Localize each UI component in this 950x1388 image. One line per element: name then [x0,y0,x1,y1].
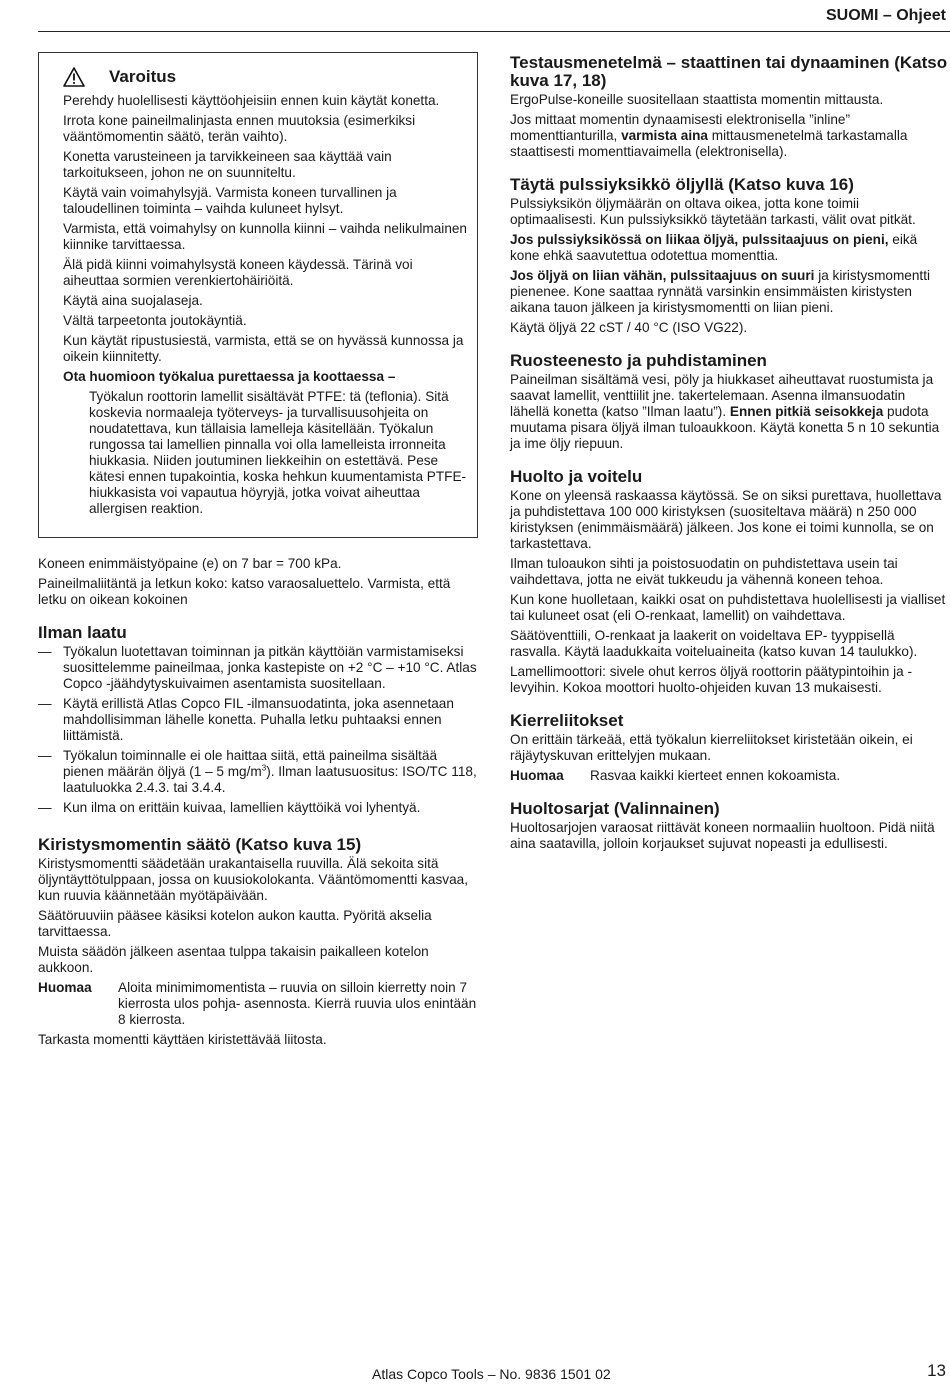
warning-paragraph: Perehdy huolellisesti käyttöohjeisiin ennen kuin käytät konetta. [63,93,440,108]
bold-run: Jos pulssiyksikössä on liikaa öljyä, pulssitaajuus on pieni, [510,232,889,247]
bold-run: Jos öljyä on liian vähän, pulssitaajuus on suuri [510,268,815,283]
header-title: SUOMI – Ohjeet [825,7,946,24]
warning-paragraph: Vältä tarpeetonta joutokäyntiä. [63,313,247,328]
warning-box [38,52,478,538]
list-item [38,800,478,816]
rust-paragraph [510,372,948,452]
list-item [38,644,478,692]
list-item [38,748,478,796]
oil-paragraph: Pulssiyksikön öljymäärän on oltava oikea, jotta kone toimii optimaalisesti. Kun pulssiyksikkö täytetään tarkasti, välit ovat pitkät. [510,196,916,227]
warning-paragraph: Käytä vain voimahylsyjä. Varmista koneen turvallinen ja taloudellinen toiminta – vaihda kuluneet hylsyt. [63,185,397,216]
test-heading: Testausmenetelmä – staattinen tai dynaaminen (Katso kuva 17, 18) [510,53,948,90]
bold-run: varmista aina [621,128,708,143]
bold-run: Ennen pitkiä seisokkeja [729,404,884,419]
text-run: Jos mittaat momentin dynaamisesti elektronisella ”inline” momenttianturilla, [510,112,850,143]
oil-paragraph: Käytä öljyä 22 cST / 40 °C (ISO VG22). [510,320,748,335]
warning-paragraph: Älä pidä kiinni voimahylsystä koneen käydessä. Tärinä voi aiheuttaa sormien verenkiertohäiriöitä. [63,257,413,288]
maintenance-paragraph: Kun kone huolletaan, kaikki osat on puhdistettava huolellisesti ja vialliset tai kuluneet osat (eli O-renkaat, lamellit) on vaihdettava. [510,592,946,623]
threads-note [510,768,948,784]
text-run: Paineilman sisältämä vesi, pöly ja hiukkaset aiheuttavat ruostumista ja saavat lamellit, venttiilit jne. takertelemaan. Asenna ilmansuodatin lähellä konetta (katso ”Ilman laatu”). [510,372,934,419]
left-column [38,52,478,1052]
warning-header [63,67,467,87]
header-rule [38,31,950,32]
text-run: pudota muutama pisara öljyä ilman tuloaukkoon. Käytä konetta 5 n 10 sekuntia ja ime öljy riepuun. [510,404,940,451]
maintenance-heading: Huolto ja voitelu [510,467,643,486]
ptfe-text: Työkalun roottorin lamellit sisältävät PTFE: tä (teflonia). Sitä koskevia normaaleja työterveys- ja turvallisuusohjeita on noudatettava, kun tällaisia lamelleja käsitellään. Työkalun rungossa tai lamellien pinnalla voi olla lamelleista irronneita hiukkasia. Niiden joutuminen liekkeihin on estettävä. Pese kätesi ennen tupakointia, koska hehkun kuumentamista PTFE-hiukkasista voi vapautua höyryjä, jotka voivat aiheuttaa allergisen reaktion. [89,389,467,516]
note-label: Huomaa [510,768,564,783]
page-number: 13 [927,1361,946,1380]
list-item-text [63,748,478,796]
oil-heading: Täytä pulssiyksikkö öljyllä (Katso kuva 16) [510,175,854,194]
threads-heading: Kierreliitokset [510,711,624,730]
air-quality-heading: Ilman laatu [38,623,127,642]
warning-title: Varoitus [109,67,177,86]
list-item-text: Kun ilma on erittäin kuivaa, lamellien käyttöikä voi lyhentyä. [63,800,421,815]
dash-bullet: — [38,696,52,711]
dash-bullet: — [38,800,52,815]
warning-triangle-icon [63,67,85,87]
oil-content-text: Työkalun toiminnalle ei ole haittaa siitä, että paineilma sisältää pienen määrän öljyä (1 – 5 mg/m [63,748,438,779]
warning-paragraph: Kun käytät ripustusiestä, varmista, että se on hyvässä kunnossa ja oikein kiinnitetty. [63,333,464,364]
torque-paragraph: Kiristysmomentti säädetään urakantaisella ruuvilla. Älä sekoita sitä öljyntäyttötulppaan, jossa on kuusiokolokanta. Vääntömomentti kasvaa, kun ruuvia käännetään myötäpäivään. [38,856,468,903]
maintenance-paragraph: Ilman tuloaukon sihti ja poistosuodatin on puhdistettava usein tai vaihdettava, jotta ne eivät tukkeudu ja vähennä koneen tehoa. [510,556,898,587]
list-item-text: Käytä erillistä Atlas Copco FIL -ilmansuodatinta, joka asennetaan mahdollisimman lähelle konetta. Puhalla letku puhtaaksi ennen liittämistä. [63,696,454,743]
oil-paragraph [510,268,948,316]
maintenance-paragraph: Lamellimoottori: sivele ohut kerros öljyä roottorin päätypintoihin ja -levyihin. Kokoa moottori huolto-ohjeiden kuvan 13 mukaisesti. [510,664,912,695]
test-paragraph: ErgoPulse-koneille suositellaan staattista momentin mittausta. [510,92,884,107]
superscript: 3 [261,763,267,773]
iso-text: ). Ilman laatusuositus: ISO/TC 118, laatuluokka 2.4.3. tai 3.4.4. [63,764,477,795]
kits-paragraph: Huoltosarjojen varaosat riittävät koneen normaaliin huoltoon. Pidä niitä aina saatavilla, jolloin korjaukset sujuvat nopeasti ja edullisesti. [510,820,935,851]
maintenance-paragraph: Säätöventtiili, O-renkaat ja laakerit on voideltava EP- tyyppisellä rasvalla. Käytä laadukkaita voiteluaineita (katso kuvan 14 taulukko). [510,628,918,659]
kits-heading: Huoltosarjat (Valinnainen) [510,799,720,818]
list-item [38,696,478,744]
threads-paragraph: On erittäin tärkeää, että työkalun kierreliitokset kiristetään oikein, ei räjäytyskuvan erittelyjen mukaan. [510,732,913,763]
note-text: Rasvaa kaikki kierteet ennen kokoamista. [590,768,841,783]
test-paragraph [510,112,948,160]
text-run: mittausmenetelmä tarkastamalla staattisesti momenttiavaimella (elektronisella). [510,128,908,159]
pressure-text: Koneen enimmäistyöpaine (e) on 7 bar = 700 kPa. [38,556,342,571]
text-run: eikä kone ehkä saavutettua odotettua momenttia. [510,232,918,263]
ptfe-heading: Ota huomioon työkalua purettaessa ja koottaessa – [63,369,396,384]
warning-paragraph: Irrota kone paineilmalinjasta ennen muutoksia (esimerkiksi vääntömomentin säätö, terän vaihto). [63,113,416,144]
hose-text: Paineilmaliitäntä ja letkun koko: katso varaosaluettelo. Varmista, että letku on oikean kokoinen [38,576,451,607]
torque-paragraph: Tarkasta momentti käyttäen kiristettävää liitosta. [38,1032,327,1047]
torque-note [38,980,478,1028]
right-column [510,54,948,856]
dash-bullet: — [38,644,52,659]
dash-bullet: — [38,748,52,763]
torque-heading: Kiristysmomentin säätö (Katso kuva 15) [38,835,362,854]
list-item-text: Työkalun luotettavan toiminnan ja pitkän käyttöiän varmistamiseksi suosittelemme paineilmaa, jonka kastepiste on +2 °C – +10 °C. Atlas Copco -jäähdytyskuivaimen asentamista suositellaan. [63,644,477,691]
note-text: Aloita minimimomentista – ruuvia on silloin kierretty noin 7 kierrosta ulos pohja- asennosta. Kierrä ruuvia ulos enintään 8 kierrosta. [118,980,477,1027]
oil-paragraph [510,232,948,264]
note-label: Huomaa [38,980,92,995]
rust-heading: Ruosteenesto ja puhdistaminen [510,351,767,370]
warning-paragraph: Konetta varusteineen ja tarvikkeineen saa käyttää vain tarkoitukseen, johon ne on suunniteltu. [63,149,392,180]
text-run: ja kiristysmomentti pienenee. Kone saattaa rynnätä varsinkin ensimmäisten kiristysten aikana tauon jälkeen ja kiristysmomentti on liian pieni. [510,268,930,315]
maintenance-paragraph: Kone on yleensä raskaassa käytössä. Se on siksi purettava, huollettava ja puhdistettava 100 000 kiristyksen (suositeltava määrä) n 250 000 kiristyksen (enimmäismäärä) jälkeen. Jos kone ei toimi kunnolla, se on tarkastettava. [510,488,942,551]
warning-paragraph: Varmista, että voimahylsy on kunnolla kiinni – vaihda nelikulmainen kiinnike tarvittaessa. [63,221,467,252]
warning-paragraph: Käytä aina suojalaseja. [63,293,203,308]
torque-paragraph: Säätöruuviin pääsee käsiksi kotelon aukon kautta. Pyöritä akselia tarvittaessa. [38,908,432,939]
footer-text: Atlas Copco Tools – No. 9836 1501 02 [372,1366,611,1382]
torque-paragraph: Muista säädön jälkeen asentaa tulppa takaisin paikalleen kotelon aukkoon. [38,944,429,975]
